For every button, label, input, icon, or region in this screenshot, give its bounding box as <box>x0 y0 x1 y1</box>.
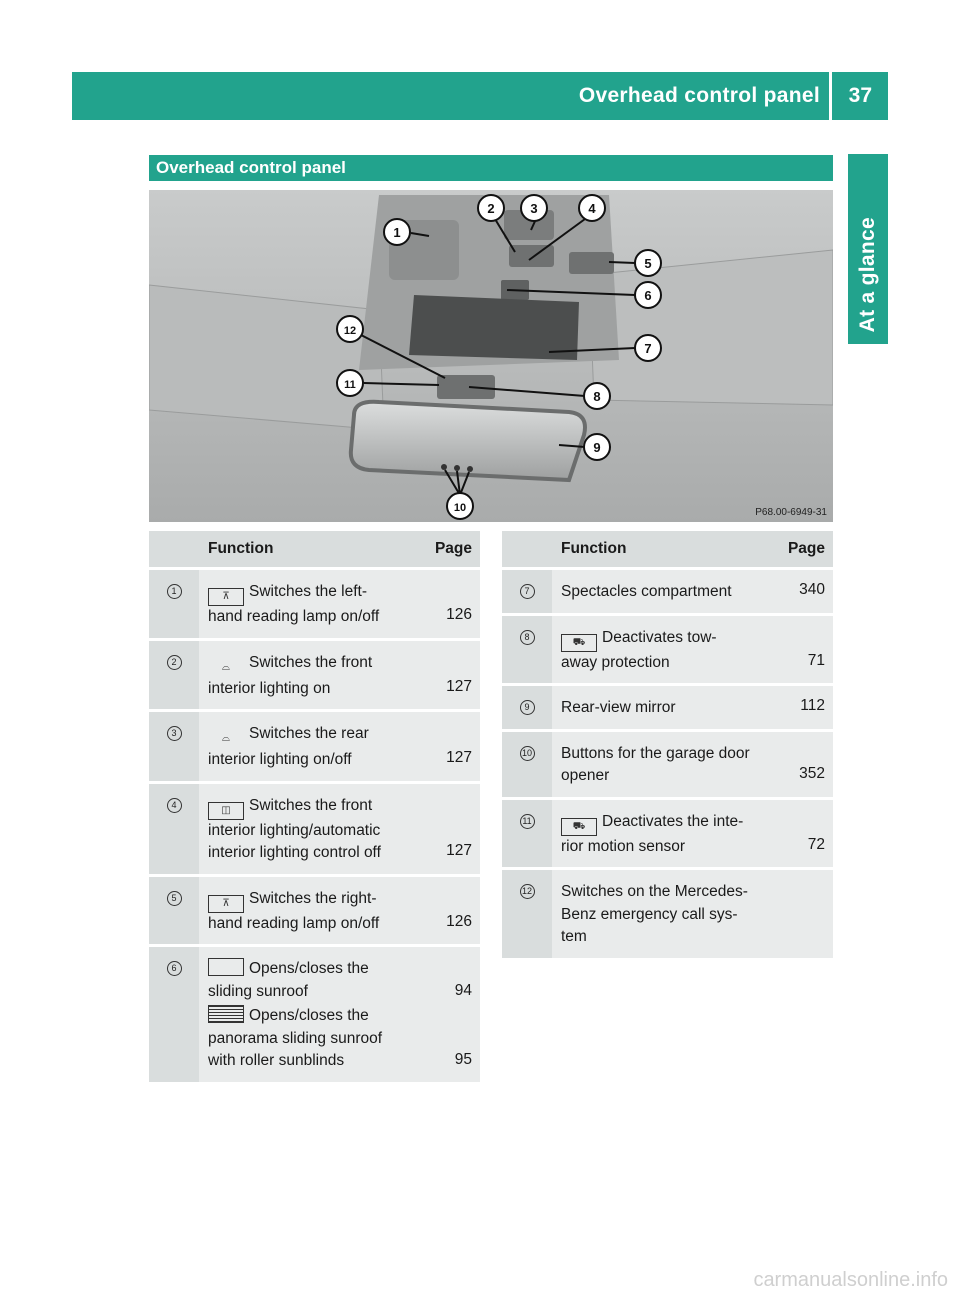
table-row: 4 ◫ Switches the front interior lighting/automatic interior lighting control off 127 <box>149 784 480 874</box>
item-number: 11 <box>520 814 535 829</box>
table-row: 9 Rear-view mirror 112 <box>502 686 833 729</box>
item-number: 10 <box>520 746 535 761</box>
svg-text:1: 1 <box>393 225 401 240</box>
figure-code: P68.00-6949-31 <box>755 507 827 518</box>
rear-interior-light-icon: ⌓ <box>222 733 230 744</box>
watermark: carmanualsonline.info <box>753 1269 948 1291</box>
reading-lamp-icon: ⊼ <box>208 895 244 913</box>
svg-text:11: 11 <box>344 379 356 391</box>
chapter-tab-label: At a glance <box>856 216 879 332</box>
table-row: 2 ⌓ Switches the front interior lighting on 127 <box>149 641 480 710</box>
tow-away-off-icon: ⛟ <box>561 634 597 652</box>
table-row: 7 Spectacles compartment 340 <box>502 570 833 613</box>
table-row: 11 ⛟ Deactivates the inte- rior motion sensor 72 <box>502 800 833 868</box>
page-ref: 94 <box>454 982 472 999</box>
callout-5 <box>635 250 661 276</box>
page-ref: 127 <box>446 842 472 859</box>
callout-1 <box>384 219 410 245</box>
reading-lamp-icon: ⊼ <box>208 588 244 606</box>
item-number: 12 <box>520 884 535 899</box>
svg-text:7: 7 <box>644 341 652 356</box>
page-header-bar <box>72 72 888 120</box>
table-row: 6 Opens/closes the sliding sunroof Opens/closes the panorama sliding sunroof with roller sunblinds 94 95 <box>149 947 480 1082</box>
item-number: 1 <box>167 584 182 599</box>
callout-9 <box>584 434 610 460</box>
page-ref: 72 <box>807 835 825 853</box>
panorama-sunroof-icon <box>208 1005 244 1023</box>
table-header <box>502 531 833 567</box>
item-number: 8 <box>520 630 535 645</box>
function-table-right <box>502 531 833 958</box>
table-row: 3 ⌓ Switches the rear interior lighting on/off 127 <box>149 712 480 781</box>
svg-text:8: 8 <box>593 389 601 404</box>
callout-8 <box>584 383 610 409</box>
header-divider <box>829 72 832 120</box>
callout-2 <box>478 195 504 221</box>
page-header: Page <box>409 531 480 567</box>
callout-4 <box>579 195 605 221</box>
svg-text:5: 5 <box>644 256 652 271</box>
svg-text:9: 9 <box>593 440 601 455</box>
table-header <box>149 531 480 567</box>
front-interior-light-icon: ⌓ <box>222 661 230 673</box>
page-ref: 352 <box>799 765 825 782</box>
svg-text:3: 3 <box>530 201 538 216</box>
item-number: 9 <box>520 700 535 715</box>
callout-11 <box>337 370 363 396</box>
table-row: 12 Switches on the Mercedes- Benz emergency call sys- tem <box>502 870 833 958</box>
page-ref: 126 <box>446 912 472 930</box>
table-row: 8 ⛟ Deactivates tow- away protection 71 <box>502 616 833 684</box>
svg-text:12: 12 <box>343 325 357 337</box>
svg-text:10: 10 <box>453 502 467 514</box>
page-ref: 127 <box>446 677 472 695</box>
section-title-bar <box>149 155 833 181</box>
page-ref: 112 <box>800 697 825 714</box>
page-number: 37 <box>848 84 872 107</box>
callout-10 <box>447 493 473 519</box>
item-number: 2 <box>167 655 182 670</box>
interior-light-off-icon: ◫ <box>208 802 244 820</box>
table-row: 1 ⊼ Switches the left- hand reading lamp on/off 126 <box>149 570 480 638</box>
callout-7 <box>635 335 661 361</box>
item-number: 5 <box>167 891 182 906</box>
function-header: Function <box>199 531 409 567</box>
page-header: Page <box>772 531 833 567</box>
page-ref: 126 <box>446 606 472 623</box>
page-ref: 340 <box>799 581 825 598</box>
running-header-title: Overhead control panel <box>578 84 820 107</box>
table-row: 10 Buttons for the garage door opener 352 <box>502 732 833 797</box>
function-header: Function <box>552 531 772 567</box>
page-ref: 71 <box>807 651 825 669</box>
page-ref: 95 <box>454 1050 472 1068</box>
function-table-left <box>149 531 480 1082</box>
callout-12 <box>337 316 363 342</box>
item-number: 4 <box>167 798 182 813</box>
svg-text:6: 6 <box>644 288 652 303</box>
sliding-sunroof-icon <box>208 958 244 976</box>
item-number: 7 <box>520 584 535 599</box>
overhead-panel-illustration <box>149 190 833 522</box>
svg-text:4: 4 <box>588 201 596 216</box>
section-title: Overhead control panel <box>156 158 346 177</box>
item-number: 6 <box>167 961 182 976</box>
table-row: 5 ⊼ Switches the right- hand reading lamp on/off 126 <box>149 877 480 945</box>
interior-motion-sensor-off-icon: ⛟ <box>561 818 597 836</box>
item-number: 3 <box>167 726 182 741</box>
svg-text:2: 2 <box>487 201 495 216</box>
callout-6 <box>635 282 661 308</box>
overhead-panel-photo <box>149 190 833 522</box>
callout-3 <box>521 195 547 221</box>
page-ref: 127 <box>446 749 472 766</box>
